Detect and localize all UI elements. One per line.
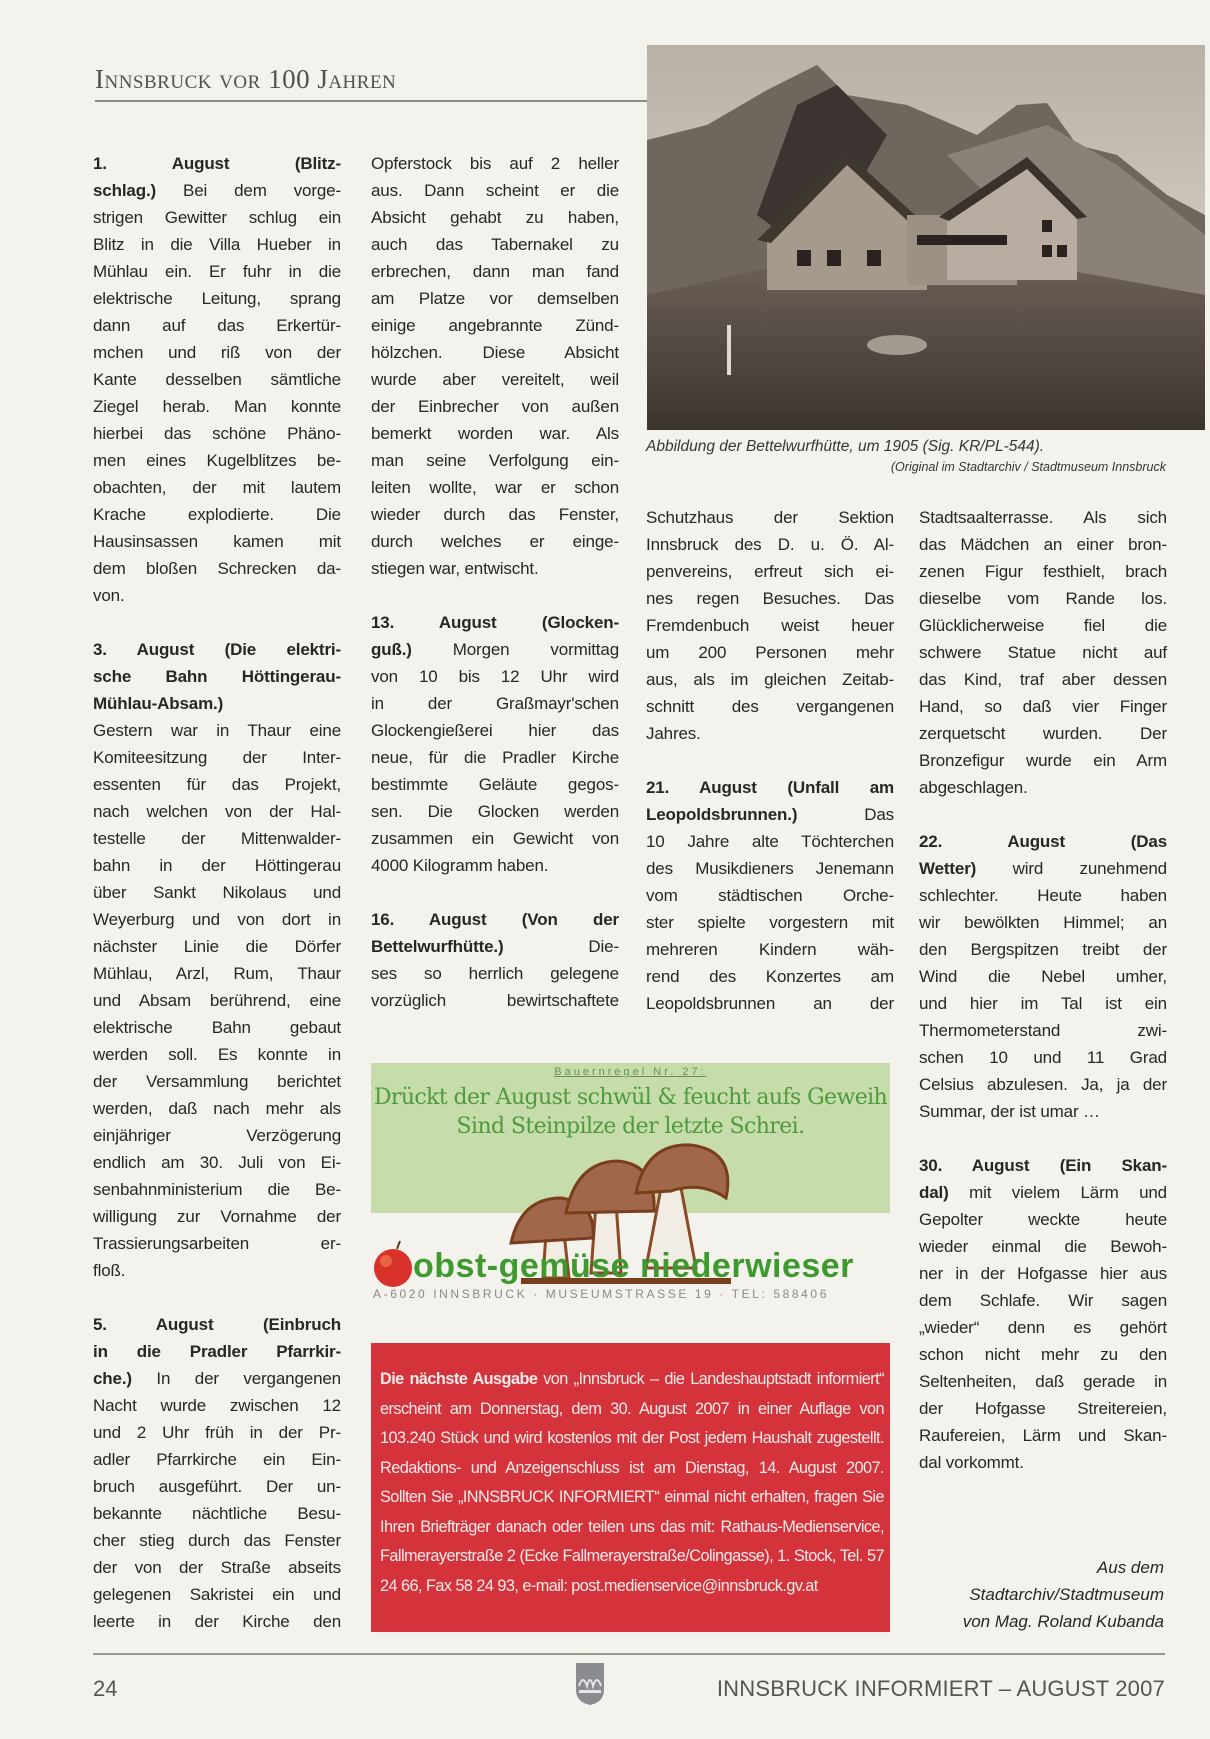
text-line	[371, 906, 619, 933]
text-line: nes regen Besuches. Das	[646, 589, 894, 608]
text-line	[93, 690, 341, 717]
entry-heading: 1. August (Blitz-	[93, 154, 341, 173]
text-line: leerte in der Kirche den	[93, 1612, 341, 1631]
text-line	[93, 1311, 341, 1338]
notice-lead: Die nächste Ausgabe	[380, 1370, 538, 1388]
text-line: hölzchen. Diese Absicht	[371, 343, 619, 362]
text-line: bemerkt worden war. Als	[371, 424, 619, 443]
text-line: zusammen ein Gewicht von	[371, 829, 619, 848]
text-line: wir bewölkten Himmel; an	[919, 913, 1167, 932]
text-line: dieselbe vom Rande los.	[919, 589, 1167, 608]
text-line: wieder durch das Fenster,	[371, 505, 619, 524]
text-line: Gepolter weckte heute	[919, 1210, 1167, 1229]
text-line: von.	[93, 586, 125, 605]
article-paragraph	[371, 150, 619, 582]
text-line	[919, 828, 1167, 855]
text-line: bestimmte Geläute gegos-	[371, 775, 619, 794]
text-line: stiegen war, entwischt.	[371, 559, 539, 578]
article-paragraph	[646, 504, 894, 747]
text-line: gelegenen Sakristei ein und	[93, 1585, 341, 1604]
text-line: Mühlau, Arzl, Rum, Thaur	[93, 964, 341, 983]
text-line: schwere Statue nicht auf	[919, 643, 1167, 662]
footer-divider	[93, 1653, 1165, 1655]
text-line: dann auf das Erkertür-	[93, 316, 341, 335]
text-line: Opferstock bis auf 2 heller	[371, 154, 619, 173]
text-line: Ziegel herab. Man konnte	[93, 397, 341, 416]
entry-heading: in die Pradler Pfarrkir-	[93, 1342, 341, 1361]
entry-heading: 16. August (Von der	[371, 910, 619, 929]
text-line: Blitz in die Villa Hueber in	[93, 235, 341, 254]
text-line: endlich am 30. Juli von Ei-	[93, 1153, 341, 1172]
article-paragraph	[371, 609, 619, 879]
text-line: einjähriger Verzögerung	[93, 1126, 341, 1145]
text-line	[93, 150, 341, 177]
text-line: Glockengießerei hier das	[371, 721, 619, 740]
article-paragraph	[93, 150, 341, 609]
entry-heading: sche Bahn Höttingerau-	[93, 667, 341, 686]
author-signature	[919, 1554, 1164, 1635]
text-line: Stadtsaalterrasse. Als sich	[919, 508, 1167, 527]
entry-heading: 5. August (Einbruch	[93, 1315, 341, 1334]
caption-credit: (Original im Stadtarchiv / Stadtmuseum Innsbruck	[890, 460, 1166, 474]
article-column-1	[93, 150, 341, 1662]
text-line: elektrische Bahn gebaut	[93, 1018, 341, 1037]
slogan-line: Drückt der August schwül & feucht aufs Geweih	[373, 1085, 888, 1110]
text-line: ses so herrlich gelegene	[371, 964, 619, 983]
text-line: des Musikdieners Jenemann	[646, 859, 894, 878]
text-line: der von der Straße abseits	[93, 1558, 341, 1577]
text-line: Glücklicherweise fiel die	[919, 616, 1167, 635]
text-line: bruch ausgeführt. Der un-	[93, 1477, 341, 1496]
publication-title: INNSBRUCK INFORMIERT – AUGUST 2007	[716, 1676, 1165, 1701]
text-line	[919, 1152, 1167, 1179]
text-line: von 10 bis 12 Uhr wird	[371, 667, 619, 686]
text-line: Wind die Nebel umher,	[919, 967, 1167, 986]
text-line: man seine Verfolgung ein-	[371, 451, 619, 470]
text-line: dal vorkommt.	[919, 1453, 1024, 1472]
caption-text: Abbildung der Bettelwurfhütte, um 1905 (Sig. KR/PL-544).	[646, 438, 1045, 455]
entry-heading: 30. August (Ein Skan-	[919, 1156, 1167, 1175]
text-line: zerquetscht wurden. Der	[919, 724, 1167, 743]
text-line: werden, daß nach mehr als	[93, 1099, 341, 1118]
entry-heading: Wetter)	[919, 859, 977, 878]
text-line: adler Pfarrkirche ein Ein-	[93, 1450, 341, 1469]
text-line: Bronzefigur wurde ein Arm	[919, 751, 1167, 770]
text-line: nach welchen von der Hal-	[93, 802, 341, 821]
signature-line: von Mag. Roland Kubanda	[962, 1612, 1164, 1631]
article-column-2	[371, 150, 619, 1041]
entry-heading: dal)	[919, 1183, 949, 1202]
text-line: hierbei das schöne Phäno-	[93, 424, 341, 443]
text-line: 4000 Kilogramm haben.	[371, 856, 549, 875]
text-line: Nacht wurde zwischen 12	[93, 1396, 341, 1415]
article-paragraph	[919, 828, 1167, 1125]
text-line: Innsbruck des D. u. Ö. Al-	[646, 535, 894, 554]
photo-caption	[646, 438, 1166, 474]
text-line: Schutzhaus der Sektion	[646, 508, 894, 527]
text-line: testelle der Mittenwalder-	[93, 829, 341, 848]
text-line: Leopoldsbrunnen an der	[646, 994, 894, 1013]
text-line: sen. Die Glocken werden	[371, 802, 619, 821]
text-line: elektrische Leitung, sprang	[93, 289, 341, 308]
apple-icon	[374, 1241, 412, 1287]
article-paragraph	[919, 504, 1167, 801]
text-line: Thermometerstand zwi-	[919, 1021, 1167, 1040]
entry-heading: 3. August (Die elektri-	[93, 640, 341, 659]
ad-brand-name: obst-gemüse niederwieser	[413, 1247, 854, 1285]
text-line: Kante desselben sämtliche	[93, 370, 341, 389]
entry-heading: guß.)	[371, 640, 412, 659]
entry-heading: 21. August (Unfall am	[646, 778, 894, 797]
text-line: in der Graßmayr'schen	[371, 694, 619, 713]
entry-heading: schlag.)	[93, 181, 157, 200]
text-line: Mühlau ein. Er fuhr in die	[93, 262, 341, 281]
text-line: wurde aber vereitelt, weil	[371, 370, 619, 389]
text-line: der Hofgasse Streitereien,	[919, 1399, 1167, 1418]
slogan-line: Sind Steinpilze der letzte Schrei.	[456, 1114, 805, 1139]
innsbruck-coat-of-arms-icon	[575, 1662, 605, 1706]
bettelwurfhuette-photo	[647, 45, 1205, 430]
text-line: schon nicht mehr zu den	[919, 1345, 1167, 1364]
text-line: bahn in der Höttingerau	[93, 856, 341, 875]
text-line: dem Schlafe. Wir sagen	[919, 1291, 1167, 1310]
article-paragraph	[371, 906, 619, 1014]
text-line: Trassierungsarbeiten er-	[93, 1234, 341, 1253]
text-line: das Kind, traf aber dessen	[919, 670, 1167, 689]
text-line: Raufereien, Lärm und Skan-	[919, 1426, 1167, 1445]
signature-line: Stadtarchiv/Stadtmuseum	[969, 1585, 1164, 1604]
text-line: Leopoldsbrunnen.) Das	[646, 805, 894, 824]
article-paragraph	[93, 1311, 341, 1635]
article-column-4	[919, 504, 1167, 1503]
text-line	[93, 663, 341, 690]
text-line: Jahres.	[646, 724, 701, 743]
text-line	[646, 774, 894, 801]
text-line: rend des Konzertes am	[646, 967, 894, 986]
advertisement-niederwieser	[371, 1063, 890, 1303]
text-line: ner in der Hofgasse hier aus	[919, 1264, 1167, 1283]
text-line: auch das Tabernakel zu	[371, 235, 619, 254]
notice-text: von „Innsbruck – die Landeshauptstadt informiert“ erscheint am Donnerstag, dem 30. August 2007 in einer Auflage von 103.240 Stück und wird kostenlos mit der Post jedem Haushalt zugestellt. Redaktions- und Anzeigenschluss ist am Dienstag, 14. August 2007. Sollten Sie „INNSBRUCK INFORMIERT“ einmal nicht erhalten, fragen Sie Ihren Briefträger danach oder teilen uns das mit: Rathaus-Medienservice, Fallmerayerstraße 2 (Ecke Fallmerayerstraße/Colingasse), 1. Stock, Tel. 57 24 66, Fax 58 24 93, e-mail: post.medienservice@innsbruck.gv.at	[380, 1370, 884, 1595]
text-line: zenen Figur festhielt, brach	[919, 562, 1167, 581]
entry-heading: 22. August (Das	[919, 832, 1167, 851]
signature-line: Aus dem	[1096, 1558, 1164, 1577]
text-line: den Bergspitzen treibt der	[919, 940, 1167, 959]
text-line: schlag.) Bei dem vorge-	[93, 181, 341, 200]
text-line: Hausinsassen kamen mit	[93, 532, 341, 551]
text-line: neue, für die Pradler Kirche	[371, 748, 619, 767]
text-line: der Versammlung berichtet	[93, 1072, 341, 1091]
text-line: Seltenheiten, daß gerade in	[919, 1372, 1167, 1391]
section-title: Innsbruck vor 100 Jahren	[95, 64, 397, 94]
text-line: obachten, der mit lautem	[93, 478, 341, 497]
text-line: Krache explodierte. Die	[93, 505, 341, 524]
text-line: aus. Dann scheint er die	[371, 181, 619, 200]
text-line: vorzüglich bewirtschaftete	[371, 991, 619, 1010]
entry-heading: 13. August (Glocken-	[371, 613, 619, 632]
text-line: erbrechen, dann man fand	[371, 262, 619, 281]
text-line: cher stieg durch das Fenster	[93, 1531, 341, 1550]
text-line: werden soll. Es konnte in	[93, 1045, 341, 1064]
text-line: men eines Kugelblitzes be-	[93, 451, 341, 470]
text-line: schnitt des vergangenen	[646, 697, 894, 716]
text-line: und hier im Tal ist ein	[919, 994, 1167, 1013]
text-line: 10 Jahre alte Töchterchen	[646, 832, 894, 851]
text-line: mchen und riß von der	[93, 343, 341, 362]
text-line: guß.) Morgen vormittag	[371, 640, 619, 659]
text-line: wieder einmal die Bewoh-	[919, 1237, 1167, 1256]
article-column-3	[646, 504, 894, 1044]
text-line: Komiteesitzung der Inter-	[93, 748, 341, 767]
text-line: Fremdenbuch weist heuer	[646, 616, 894, 635]
text-line: leiten wollte, war er schon	[371, 478, 619, 497]
ad-address: A-6020 INNSBRUCK · MUSEUMSTRASSE 19 · TEL: 588406	[373, 1287, 829, 1301]
text-line: penvereins, erfreut sich ei-	[646, 562, 894, 581]
text-line: schlechter. Heute haben	[919, 886, 1167, 905]
text-line: Weyerburg und von dort in	[93, 910, 341, 929]
text-line: Bettelwurfhütte.) Die-	[371, 937, 619, 956]
text-line: dem bloßen Schrecken da-	[93, 559, 341, 578]
entry-heading: Leopoldsbrunnen.)	[646, 805, 798, 824]
text-line: und 2 Uhr früh in der Pr-	[93, 1423, 341, 1442]
text-line: Absicht gehabt zu haben,	[371, 208, 619, 227]
page-number: 24	[93, 1676, 118, 1701]
text-line: vom städtischen Orche-	[646, 886, 894, 905]
entry-heading: che.)	[93, 1369, 132, 1388]
next-issue-notice	[371, 1343, 890, 1632]
text-line: ster spielte vorgestern mit	[646, 913, 894, 932]
text-line: senbahnministerium die Be-	[93, 1180, 341, 1199]
text-line: nächster Linie die Dörfer	[93, 937, 341, 956]
text-line: und Absam berührend, eine	[93, 991, 341, 1010]
text-line: aus, als im gleichen Zeitab-	[646, 670, 894, 689]
text-line: das Mädchen an einer bron-	[919, 535, 1167, 554]
text-line: schen 10 und 11 Grad	[919, 1048, 1167, 1067]
text-line	[371, 609, 619, 636]
text-line: Celsius abzulesen. Ja, ja der	[919, 1075, 1167, 1094]
text-line: Summar, der ist umar …	[919, 1102, 1100, 1121]
text-line: strigen Gewitter schlug ein	[93, 208, 341, 227]
text-line: dal) mit vielem Lärm und	[919, 1183, 1167, 1202]
text-line: Gestern war in Thaur eine	[93, 721, 341, 740]
text-line: am Platze vor demselben	[371, 289, 619, 308]
text-line	[93, 636, 341, 663]
entry-heading: Bettelwurfhütte.)	[371, 937, 504, 956]
article-paragraph	[919, 1152, 1167, 1476]
text-line: „wieder“ denn es gehört	[919, 1318, 1167, 1337]
text-line: einige angebrannte Zünd-	[371, 316, 619, 335]
text-line: bekannte nächtliche Besu-	[93, 1504, 341, 1523]
text-line: essenten für das Projekt,	[93, 775, 341, 794]
entry-heading: Mühlau-Absam.)	[93, 694, 224, 713]
text-line: über Sankt Nikolaus und	[93, 883, 341, 902]
text-line: Hand, so daß vier Finger	[919, 697, 1167, 716]
text-line: Wetter) wird zunehmend	[919, 859, 1167, 878]
ad-label: Bauernregel Nr. 27:	[554, 1066, 707, 1078]
text-line: durch welches er einge-	[371, 532, 619, 551]
text-line: willigung zur Vornahme der	[93, 1207, 341, 1226]
text-line: der Einbrecher von außen	[371, 397, 619, 416]
header-divider	[95, 100, 647, 102]
text-line: che.) In der vergangenen	[93, 1369, 341, 1388]
article-paragraph	[646, 774, 894, 1017]
article-paragraph	[93, 636, 341, 1284]
text-line: floß.	[93, 1261, 126, 1280]
text-line: abgeschlagen.	[919, 778, 1028, 797]
text-line	[93, 1338, 341, 1365]
text-line: mehreren Kindern wäh-	[646, 940, 894, 959]
text-line: um 200 Personen mehr	[646, 643, 894, 662]
